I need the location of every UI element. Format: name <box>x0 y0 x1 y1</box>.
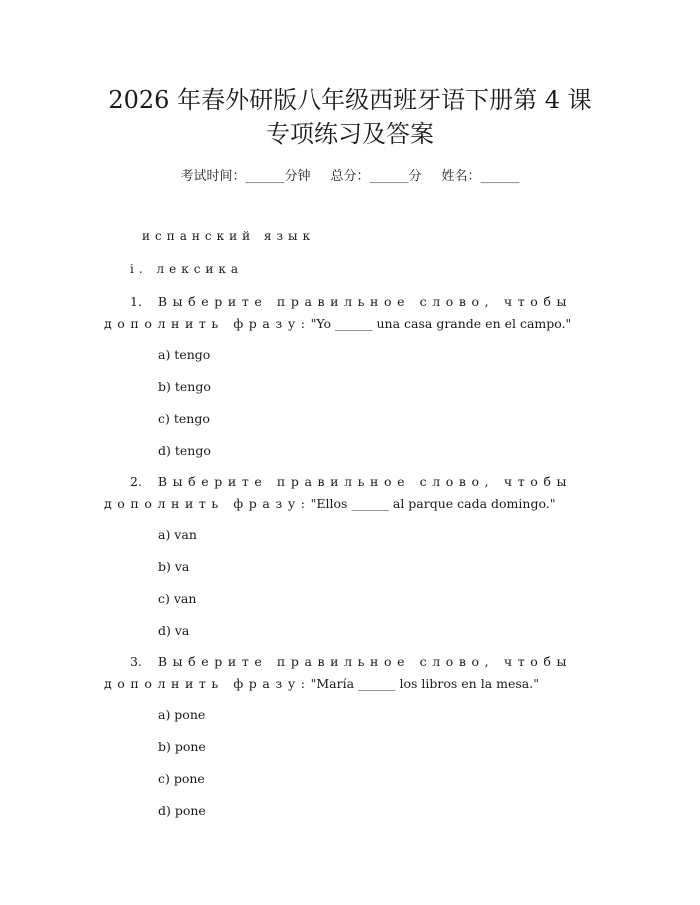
question-1-line-1 <box>130 293 572 311</box>
question-2-option-b: b) va <box>158 559 190 574</box>
question-1-prompt: Выберите правильное слово, чтобы <box>157 294 573 309</box>
question-3-option-d: d) pone <box>158 803 206 818</box>
question-2-sentence: "Ellos ______ al parque cada domingo." <box>310 496 556 511</box>
subject-heading: испанский язык <box>142 229 316 243</box>
question-1-option-b: b) tengo <box>158 379 211 394</box>
page-title-line-2: 专项练习及答案 <box>266 120 434 148</box>
question-2-number: 2. <box>130 474 142 489</box>
question-2-line-2 <box>104 495 555 513</box>
question-3-option-b: b) pone <box>158 739 206 754</box>
question-3-line-1 <box>130 653 572 671</box>
question-1-prompt-cont: дополнить фразу: <box>104 316 311 331</box>
question-3-option-a: a) pone <box>158 707 206 722</box>
page-title-line-1: 2026 年春外研版八年级西班牙语下册第 4 课 <box>108 86 592 114</box>
question-2-line-1 <box>130 473 572 491</box>
question-3-option-c: c) pone <box>158 771 205 786</box>
question-1-option-a: a) tengo <box>158 347 211 362</box>
question-3-prompt-cont: дополнить фразу: <box>104 676 311 691</box>
question-2-option-a: a) van <box>158 527 197 542</box>
question-3-number: 3. <box>130 654 142 669</box>
question-1-sentence: "Yo ______ una casa grande en el campo." <box>310 316 572 331</box>
question-2-option-c: c) van <box>158 591 197 606</box>
question-2-prompt-cont: дополнить фразу: <box>104 496 311 511</box>
question-1-option-d: d) tengo <box>158 443 211 458</box>
question-1-option-c: c) tengo <box>158 411 210 426</box>
exam-meta <box>0 168 700 186</box>
question-2-prompt: Выберите правильное слово, чтобы <box>157 474 573 489</box>
question-1-number: 1. <box>130 294 142 309</box>
question-3-prompt: Выберите правильное слово, чтобы <box>157 654 573 669</box>
exam-name: 姓名：______ <box>441 169 520 184</box>
question-3-sentence: "María ______ los libros en la mesa." <box>310 676 539 691</box>
question-3-line-2 <box>104 675 539 693</box>
question-2-option-d: d) va <box>158 623 190 638</box>
question-1-line-2 <box>104 315 571 333</box>
exam-score: 总分：______分 <box>330 169 422 184</box>
section-heading: i. лексика <box>130 262 244 276</box>
exam-time: 考试时间：______分钟 <box>180 169 311 184</box>
